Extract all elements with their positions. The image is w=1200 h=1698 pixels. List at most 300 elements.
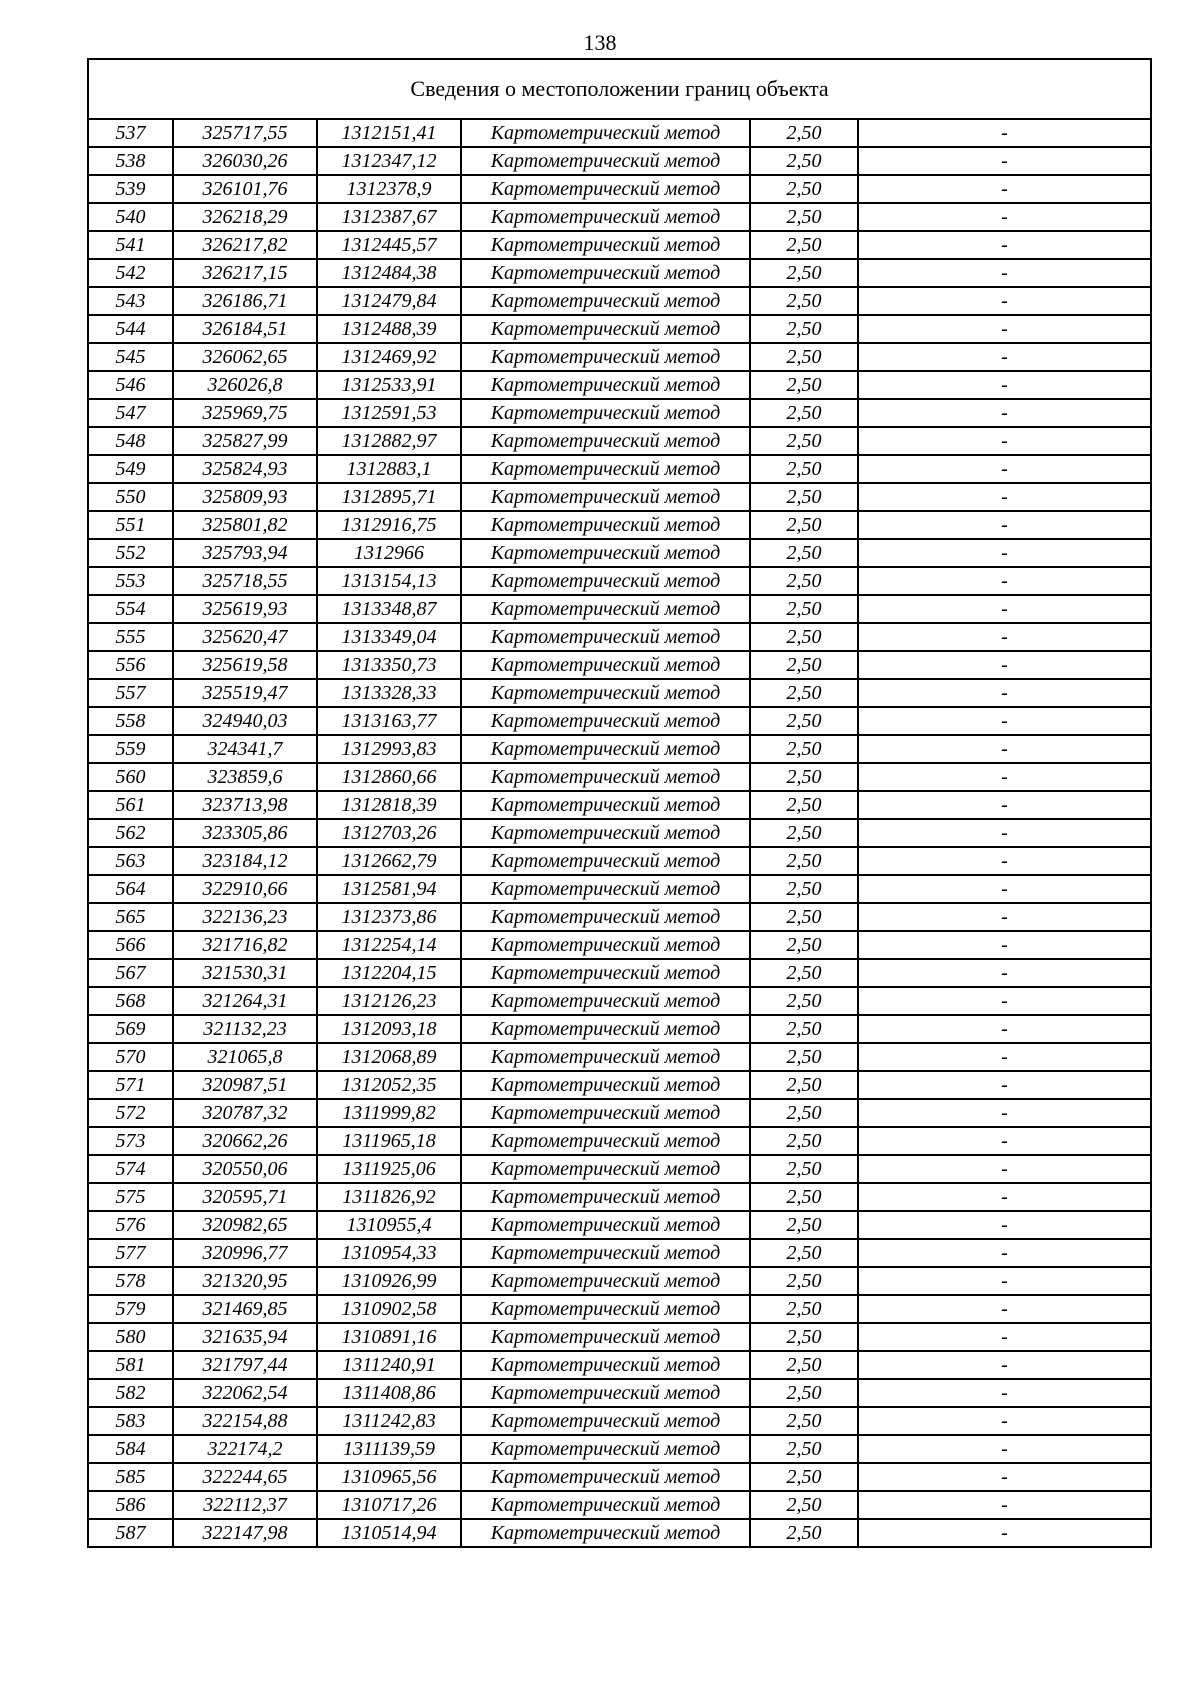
table-row	[88, 903, 1151, 931]
y-coordinate-cell: 1312993,83	[317, 735, 461, 763]
y-coordinate-cell: 1311139,59	[317, 1435, 461, 1463]
accuracy-cell: 2,50	[750, 119, 858, 147]
y-coordinate-cell: 1311240,91	[317, 1351, 461, 1379]
x-coordinate-cell: 326062,65	[173, 343, 317, 371]
accuracy-cell: 2,50	[750, 371, 858, 399]
accuracy-cell: 2,50	[750, 763, 858, 791]
accuracy-cell: 2,50	[750, 1211, 858, 1239]
table-row	[88, 1015, 1151, 1043]
table-row	[88, 231, 1151, 259]
description-cell: -	[858, 1267, 1151, 1295]
point-number-cell: 554	[88, 595, 173, 623]
description-cell: -	[858, 623, 1151, 651]
description-cell: -	[858, 1099, 1151, 1127]
method-cell: Картометрический метод	[461, 343, 750, 371]
y-coordinate-cell: 1310902,58	[317, 1295, 461, 1323]
point-number-cell: 555	[88, 623, 173, 651]
point-number-cell: 566	[88, 931, 173, 959]
accuracy-cell: 2,50	[750, 931, 858, 959]
method-cell: Картометрический метод	[461, 1407, 750, 1435]
description-cell: -	[858, 399, 1151, 427]
description-cell: -	[858, 455, 1151, 483]
accuracy-cell: 2,50	[750, 595, 858, 623]
x-coordinate-cell: 325827,99	[173, 427, 317, 455]
table-row	[88, 735, 1151, 763]
method-cell: Картометрический метод	[461, 1267, 750, 1295]
point-number-cell: 548	[88, 427, 173, 455]
method-cell: Картометрический метод	[461, 371, 750, 399]
table-row	[88, 1491, 1151, 1519]
method-cell: Картометрический метод	[461, 987, 750, 1015]
x-coordinate-cell: 321065,8	[173, 1043, 317, 1071]
accuracy-cell: 2,50	[750, 1127, 858, 1155]
accuracy-cell: 2,50	[750, 1351, 858, 1379]
description-cell: -	[858, 1407, 1151, 1435]
method-cell: Картометрический метод	[461, 175, 750, 203]
x-coordinate-cell: 322147,98	[173, 1519, 317, 1547]
x-coordinate-cell: 323713,98	[173, 791, 317, 819]
description-cell: -	[858, 1071, 1151, 1099]
description-cell: -	[858, 1351, 1151, 1379]
table-row	[88, 1379, 1151, 1407]
accuracy-cell: 2,50	[750, 679, 858, 707]
x-coordinate-cell: 325824,93	[173, 455, 317, 483]
x-coordinate-cell: 320787,32	[173, 1099, 317, 1127]
point-number-cell: 567	[88, 959, 173, 987]
table-row	[88, 511, 1151, 539]
table-row	[88, 623, 1151, 651]
point-number-cell: 556	[88, 651, 173, 679]
y-coordinate-cell: 1311965,18	[317, 1127, 461, 1155]
method-cell: Картометрический метод	[461, 595, 750, 623]
point-number-cell: 580	[88, 1323, 173, 1351]
method-cell: Картометрический метод	[461, 623, 750, 651]
description-cell: -	[858, 707, 1151, 735]
method-cell: Картометрический метод	[461, 1071, 750, 1099]
method-cell: Картометрический метод	[461, 1015, 750, 1043]
method-cell: Картометрический метод	[461, 1295, 750, 1323]
method-cell: Картометрический метод	[461, 1127, 750, 1155]
description-cell: -	[858, 903, 1151, 931]
table-row	[88, 1239, 1151, 1267]
table-row	[88, 1323, 1151, 1351]
method-cell: Картометрический метод	[461, 119, 750, 147]
method-cell: Картометрический метод	[461, 1491, 750, 1519]
table-title: Сведения о местоположении границ объекта	[88, 59, 1151, 119]
description-cell: -	[858, 259, 1151, 287]
method-cell: Картометрический метод	[461, 203, 750, 231]
boundary-coordinates-table	[87, 58, 1152, 1548]
point-number-cell: 569	[88, 1015, 173, 1043]
y-coordinate-cell: 1311826,92	[317, 1183, 461, 1211]
accuracy-cell: 2,50	[750, 175, 858, 203]
accuracy-cell: 2,50	[750, 539, 858, 567]
accuracy-cell: 2,50	[750, 1491, 858, 1519]
description-cell: -	[858, 1239, 1151, 1267]
point-number-cell: 582	[88, 1379, 173, 1407]
point-number-cell: 563	[88, 847, 173, 875]
description-cell: -	[858, 539, 1151, 567]
description-cell: -	[858, 819, 1151, 847]
description-cell: -	[858, 1183, 1151, 1211]
x-coordinate-cell: 320595,71	[173, 1183, 317, 1211]
accuracy-cell: 2,50	[750, 1183, 858, 1211]
table-row	[88, 427, 1151, 455]
y-coordinate-cell: 1310891,16	[317, 1323, 461, 1351]
description-cell: -	[858, 1211, 1151, 1239]
x-coordinate-cell: 320662,26	[173, 1127, 317, 1155]
point-number-cell: 552	[88, 539, 173, 567]
description-cell: -	[858, 427, 1151, 455]
y-coordinate-cell: 1312373,86	[317, 903, 461, 931]
description-cell: -	[858, 231, 1151, 259]
y-coordinate-cell: 1311999,82	[317, 1099, 461, 1127]
table-row	[88, 455, 1151, 483]
y-coordinate-cell: 1313349,04	[317, 623, 461, 651]
accuracy-cell: 2,50	[750, 147, 858, 175]
x-coordinate-cell: 322112,37	[173, 1491, 317, 1519]
x-coordinate-cell: 326218,29	[173, 203, 317, 231]
table-row	[88, 791, 1151, 819]
description-cell: -	[858, 119, 1151, 147]
x-coordinate-cell: 324341,7	[173, 735, 317, 763]
method-cell: Картометрический метод	[461, 1043, 750, 1071]
table-row	[88, 931, 1151, 959]
accuracy-cell: 2,50	[750, 875, 858, 903]
y-coordinate-cell: 1312895,71	[317, 483, 461, 511]
x-coordinate-cell: 322062,54	[173, 1379, 317, 1407]
accuracy-cell: 2,50	[750, 511, 858, 539]
y-coordinate-cell: 1312445,57	[317, 231, 461, 259]
x-coordinate-cell: 322174,2	[173, 1435, 317, 1463]
x-coordinate-cell: 321635,94	[173, 1323, 317, 1351]
accuracy-cell: 2,50	[750, 903, 858, 931]
accuracy-cell: 2,50	[750, 315, 858, 343]
description-cell: -	[858, 1155, 1151, 1183]
accuracy-cell: 2,50	[750, 819, 858, 847]
accuracy-cell: 2,50	[750, 203, 858, 231]
description-cell: -	[858, 931, 1151, 959]
description-cell: -	[858, 1435, 1151, 1463]
description-cell: -	[858, 483, 1151, 511]
x-coordinate-cell: 320987,51	[173, 1071, 317, 1099]
accuracy-cell: 2,50	[750, 791, 858, 819]
y-coordinate-cell: 1313350,73	[317, 651, 461, 679]
x-coordinate-cell: 326184,51	[173, 315, 317, 343]
point-number-cell: 557	[88, 679, 173, 707]
table-row	[88, 371, 1151, 399]
y-coordinate-cell: 1312916,75	[317, 511, 461, 539]
table-row	[88, 847, 1151, 875]
description-cell: -	[858, 595, 1151, 623]
method-cell: Картометрический метод	[461, 231, 750, 259]
point-number-cell: 579	[88, 1295, 173, 1323]
description-cell: -	[858, 511, 1151, 539]
accuracy-cell: 2,50	[750, 399, 858, 427]
x-coordinate-cell: 326186,71	[173, 287, 317, 315]
method-cell: Картометрический метод	[461, 147, 750, 175]
x-coordinate-cell: 323305,86	[173, 819, 317, 847]
description-cell: -	[858, 1379, 1151, 1407]
point-number-cell: 586	[88, 1491, 173, 1519]
accuracy-cell: 2,50	[750, 343, 858, 371]
y-coordinate-cell: 1311408,86	[317, 1379, 461, 1407]
y-coordinate-cell: 1312378,9	[317, 175, 461, 203]
method-cell: Картометрический метод	[461, 1463, 750, 1491]
point-number-cell: 559	[88, 735, 173, 763]
description-cell: -	[858, 763, 1151, 791]
y-coordinate-cell: 1310514,94	[317, 1519, 461, 1547]
x-coordinate-cell: 321716,82	[173, 931, 317, 959]
accuracy-cell: 2,50	[750, 987, 858, 1015]
y-coordinate-cell: 1311925,06	[317, 1155, 461, 1183]
description-cell: -	[858, 987, 1151, 1015]
description-cell: -	[858, 1323, 1151, 1351]
point-number-cell: 573	[88, 1127, 173, 1155]
description-cell: -	[858, 679, 1151, 707]
point-number-cell: 538	[88, 147, 173, 175]
point-number-cell: 550	[88, 483, 173, 511]
table-row	[88, 959, 1151, 987]
accuracy-cell: 2,50	[750, 567, 858, 595]
point-number-cell: 568	[88, 987, 173, 1015]
x-coordinate-cell: 325717,55	[173, 119, 317, 147]
table-row	[88, 1183, 1151, 1211]
accuracy-cell: 2,50	[750, 455, 858, 483]
method-cell: Картометрический метод	[461, 539, 750, 567]
description-cell: -	[858, 875, 1151, 903]
table-row	[88, 175, 1151, 203]
point-number-cell: 577	[88, 1239, 173, 1267]
point-number-cell: 572	[88, 1099, 173, 1127]
description-cell: -	[858, 147, 1151, 175]
x-coordinate-cell: 321797,44	[173, 1351, 317, 1379]
method-cell: Картометрический метод	[461, 959, 750, 987]
y-coordinate-cell: 1312966	[317, 539, 461, 567]
x-coordinate-cell: 324940,03	[173, 707, 317, 735]
table-row	[88, 1267, 1151, 1295]
x-coordinate-cell: 323859,6	[173, 763, 317, 791]
y-coordinate-cell: 1312818,39	[317, 791, 461, 819]
point-number-cell: 561	[88, 791, 173, 819]
method-cell: Картометрический метод	[461, 931, 750, 959]
method-cell: Картометрический метод	[461, 483, 750, 511]
table-row	[88, 1043, 1151, 1071]
x-coordinate-cell: 326101,76	[173, 175, 317, 203]
description-cell: -	[858, 1519, 1151, 1547]
table-row	[88, 1071, 1151, 1099]
point-number-cell: 549	[88, 455, 173, 483]
method-cell: Картометрический метод	[461, 1211, 750, 1239]
accuracy-cell: 2,50	[750, 259, 858, 287]
point-number-cell: 564	[88, 875, 173, 903]
y-coordinate-cell: 1312883,1	[317, 455, 461, 483]
y-coordinate-cell: 1312882,97	[317, 427, 461, 455]
description-cell: -	[858, 175, 1151, 203]
x-coordinate-cell: 320550,06	[173, 1155, 317, 1183]
description-cell: -	[858, 847, 1151, 875]
method-cell: Картометрический метод	[461, 791, 750, 819]
method-cell: Картометрический метод	[461, 763, 750, 791]
point-number-cell: 546	[88, 371, 173, 399]
accuracy-cell: 2,50	[750, 735, 858, 763]
accuracy-cell: 2,50	[750, 1015, 858, 1043]
method-cell: Картометрический метод	[461, 399, 750, 427]
point-number-cell: 565	[88, 903, 173, 931]
point-number-cell: 542	[88, 259, 173, 287]
x-coordinate-cell: 322244,65	[173, 1463, 317, 1491]
description-cell: -	[858, 315, 1151, 343]
point-number-cell: 585	[88, 1463, 173, 1491]
y-coordinate-cell: 1312387,67	[317, 203, 461, 231]
table-row	[88, 259, 1151, 287]
y-coordinate-cell: 1312533,91	[317, 371, 461, 399]
table-row	[88, 679, 1151, 707]
point-number-cell: 544	[88, 315, 173, 343]
x-coordinate-cell: 325519,47	[173, 679, 317, 707]
accuracy-cell: 2,50	[750, 1239, 858, 1267]
x-coordinate-cell: 321320,95	[173, 1267, 317, 1295]
point-number-cell: 543	[88, 287, 173, 315]
table-title-row	[88, 59, 1151, 119]
table-row	[88, 1127, 1151, 1155]
method-cell: Картометрический метод	[461, 819, 750, 847]
x-coordinate-cell: 321264,31	[173, 987, 317, 1015]
method-cell: Картометрический метод	[461, 1239, 750, 1267]
table-row	[88, 1155, 1151, 1183]
description-cell: -	[858, 959, 1151, 987]
x-coordinate-cell: 325718,55	[173, 567, 317, 595]
x-coordinate-cell: 325809,93	[173, 483, 317, 511]
point-number-cell: 545	[88, 343, 173, 371]
description-cell: -	[858, 1127, 1151, 1155]
point-number-cell: 537	[88, 119, 173, 147]
point-number-cell: 587	[88, 1519, 173, 1547]
method-cell: Картометрический метод	[461, 1183, 750, 1211]
method-cell: Картометрический метод	[461, 1155, 750, 1183]
method-cell: Картометрический метод	[461, 455, 750, 483]
y-coordinate-cell: 1312151,41	[317, 119, 461, 147]
x-coordinate-cell: 321469,85	[173, 1295, 317, 1323]
y-coordinate-cell: 1310965,56	[317, 1463, 461, 1491]
description-cell: -	[858, 1043, 1151, 1071]
point-number-cell: 547	[88, 399, 173, 427]
method-cell: Картометрический метод	[461, 259, 750, 287]
y-coordinate-cell: 1312860,66	[317, 763, 461, 791]
accuracy-cell: 2,50	[750, 1043, 858, 1071]
accuracy-cell: 2,50	[750, 651, 858, 679]
accuracy-cell: 2,50	[750, 1267, 858, 1295]
y-coordinate-cell: 1310955,4	[317, 1211, 461, 1239]
accuracy-cell: 2,50	[750, 1099, 858, 1127]
y-coordinate-cell: 1312469,92	[317, 343, 461, 371]
y-coordinate-cell: 1313163,77	[317, 707, 461, 735]
x-coordinate-cell: 326030,26	[173, 147, 317, 175]
y-coordinate-cell: 1313154,13	[317, 567, 461, 595]
table-row	[88, 819, 1151, 847]
x-coordinate-cell: 320982,65	[173, 1211, 317, 1239]
accuracy-cell: 2,50	[750, 1407, 858, 1435]
x-coordinate-cell: 322154,88	[173, 1407, 317, 1435]
table-row	[88, 1295, 1151, 1323]
description-cell: -	[858, 567, 1151, 595]
x-coordinate-cell: 325969,75	[173, 399, 317, 427]
table-row	[88, 1351, 1151, 1379]
accuracy-cell: 2,50	[750, 1071, 858, 1099]
point-number-cell: 553	[88, 567, 173, 595]
accuracy-cell: 2,50	[750, 1435, 858, 1463]
point-number-cell: 575	[88, 1183, 173, 1211]
description-cell: -	[858, 1015, 1151, 1043]
accuracy-cell: 2,50	[750, 483, 858, 511]
description-cell: -	[858, 203, 1151, 231]
x-coordinate-cell: 325801,82	[173, 511, 317, 539]
accuracy-cell: 2,50	[750, 623, 858, 651]
description-cell: -	[858, 791, 1151, 819]
method-cell: Картометрический метод	[461, 1435, 750, 1463]
x-coordinate-cell: 321132,23	[173, 1015, 317, 1043]
point-number-cell: 541	[88, 231, 173, 259]
y-coordinate-cell: 1312093,18	[317, 1015, 461, 1043]
table-row	[88, 567, 1151, 595]
method-cell: Картометрический метод	[461, 1519, 750, 1547]
description-cell: -	[858, 287, 1151, 315]
x-coordinate-cell: 322910,66	[173, 875, 317, 903]
table-row	[88, 1407, 1151, 1435]
table-row	[88, 399, 1151, 427]
x-coordinate-cell: 326217,15	[173, 259, 317, 287]
y-coordinate-cell: 1312703,26	[317, 819, 461, 847]
description-cell: -	[858, 1491, 1151, 1519]
method-cell: Картометрический метод	[461, 903, 750, 931]
point-number-cell: 551	[88, 511, 173, 539]
table-row	[88, 987, 1151, 1015]
table-row	[88, 203, 1151, 231]
table-row	[88, 1211, 1151, 1239]
point-number-cell: 581	[88, 1351, 173, 1379]
x-coordinate-cell: 326026,8	[173, 371, 317, 399]
table-row	[88, 147, 1151, 175]
y-coordinate-cell: 1310717,26	[317, 1491, 461, 1519]
y-coordinate-cell: 1311242,83	[317, 1407, 461, 1435]
y-coordinate-cell: 1313328,33	[317, 679, 461, 707]
accuracy-cell: 2,50	[750, 1295, 858, 1323]
point-number-cell: 574	[88, 1155, 173, 1183]
point-number-cell: 562	[88, 819, 173, 847]
description-cell: -	[858, 1295, 1151, 1323]
point-number-cell: 558	[88, 707, 173, 735]
point-number-cell: 560	[88, 763, 173, 791]
method-cell: Картометрический метод	[461, 1379, 750, 1407]
description-cell: -	[858, 343, 1151, 371]
x-coordinate-cell: 320996,77	[173, 1239, 317, 1267]
method-cell: Картометрический метод	[461, 1323, 750, 1351]
y-coordinate-cell: 1310954,33	[317, 1239, 461, 1267]
y-coordinate-cell: 1312052,35	[317, 1071, 461, 1099]
y-coordinate-cell: 1312347,12	[317, 147, 461, 175]
method-cell: Картометрический метод	[461, 1099, 750, 1127]
page-number: 138	[583, 30, 617, 55]
table-row	[88, 763, 1151, 791]
table-row	[88, 595, 1151, 623]
y-coordinate-cell: 1312254,14	[317, 931, 461, 959]
accuracy-cell: 2,50	[750, 287, 858, 315]
description-cell: -	[858, 735, 1151, 763]
y-coordinate-cell: 1312662,79	[317, 847, 461, 875]
x-coordinate-cell: 325793,94	[173, 539, 317, 567]
y-coordinate-cell: 1312488,39	[317, 315, 461, 343]
method-cell: Картометрический метод	[461, 427, 750, 455]
